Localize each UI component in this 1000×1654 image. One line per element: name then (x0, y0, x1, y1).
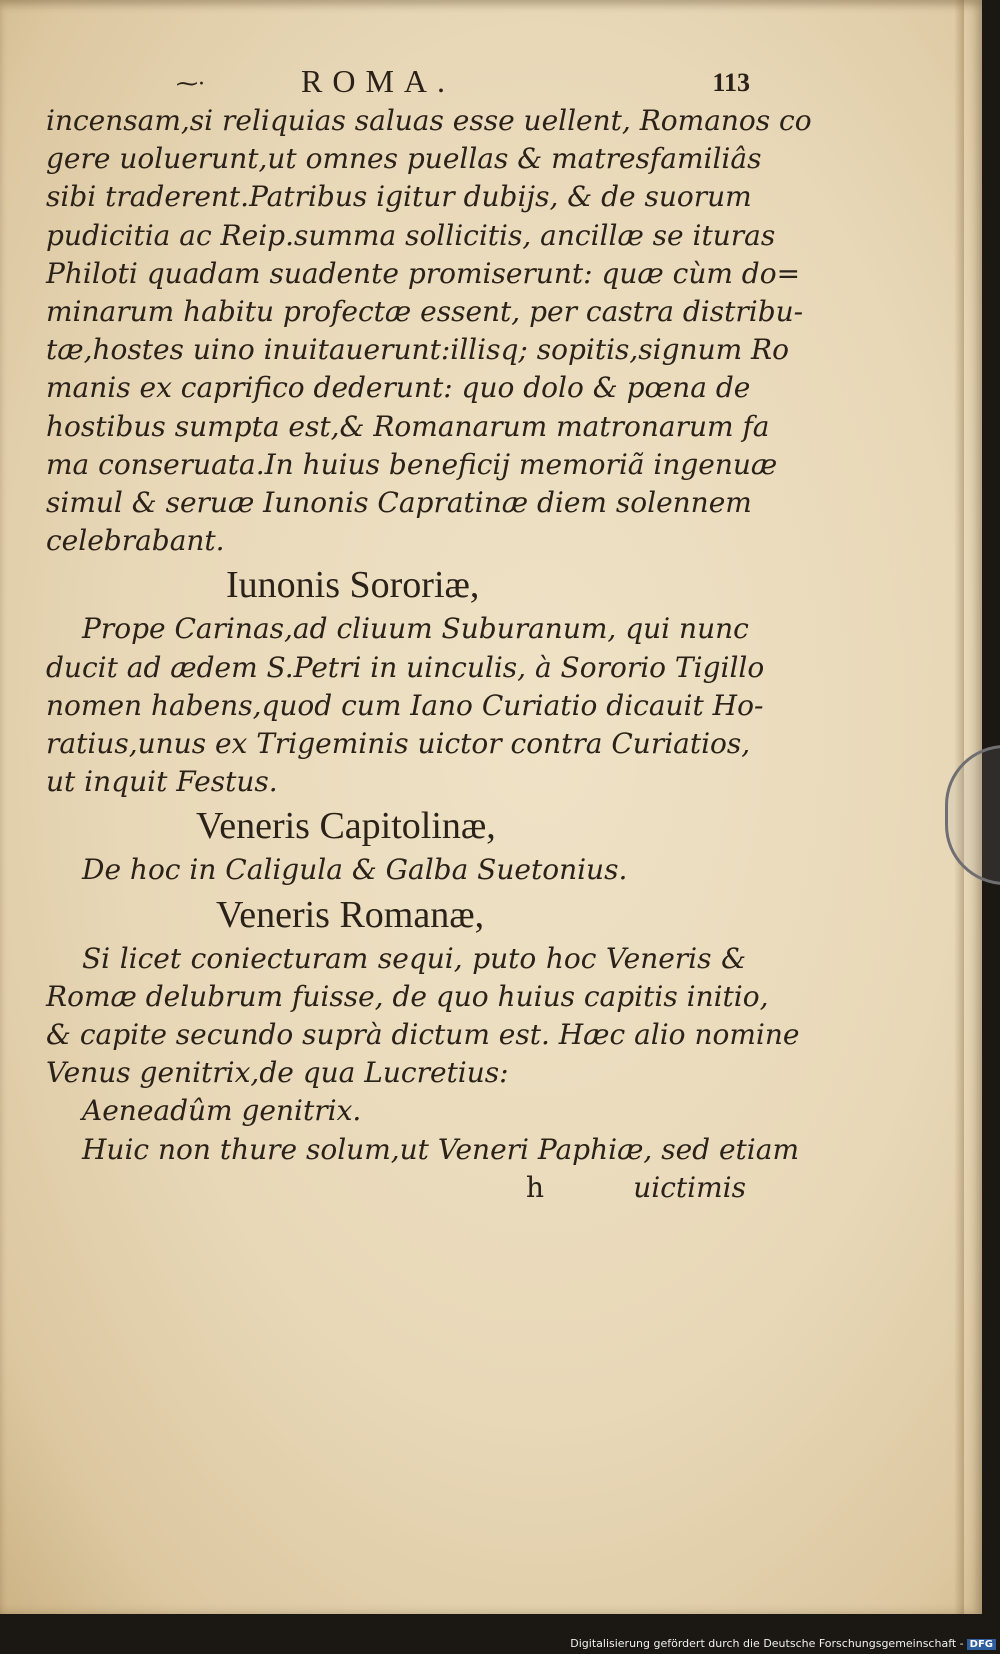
text-line: minarum habitu profectæ essent, per castra distribu- (46, 295, 804, 329)
text-line: Si licet coniecturam sequi, puto hoc Veneris & (82, 941, 746, 975)
text-line: hostibus sumpta est,& Romanarum matronarum fa (46, 409, 770, 443)
text-line: Huic non thure solum,ut Veneri Paphiæ, sed etiam (82, 1132, 799, 1166)
page-number: 113 (712, 68, 750, 97)
paragraph-3 (46, 851, 746, 889)
signature-mark: h (526, 1170, 545, 1204)
paragraph-5 (46, 1131, 799, 1169)
paragraph-1 (46, 102, 812, 560)
text-line: ratius,unus ex Trigeminis uictor contra Curiatios, (46, 727, 751, 761)
text-line: ducit ad ædem S.Petri in uinculis, à Sororio Tigillo (46, 650, 765, 684)
text-line: ut inquit Festus. (46, 765, 278, 799)
page-foot-line (46, 1169, 746, 1207)
section-heading-veneris-romanae: Veneris Romanæ, (216, 893, 485, 936)
text-line: celebrabant. (46, 524, 225, 558)
text-line: tæ,hostes uino inuitauerunt:illisq; sopitis,signum Ro (46, 333, 789, 367)
header-ornament: ⁓· (176, 72, 205, 97)
section-heading-iunonis-sororiae: Iunonis Sororiæ, (226, 564, 480, 607)
section-heading-veneris-capitolinae: Veneris Capitolinæ, (196, 805, 496, 848)
quotation-line: Aeneadûm genitrix. (82, 1094, 362, 1128)
text-line: & capite secundo suprà dictum est. Hæc alio nomine (46, 1018, 800, 1052)
running-title: ROMA. (301, 63, 456, 99)
text-line: pudicitia ac Reip.summa sollicitis, ancillæ se ituras (46, 218, 776, 252)
text-line: incensam,si reliquias saluas esse uellent, Romanos co (46, 104, 812, 137)
text-line: Romæ delubrum fuisse, de quo huius capitis initio, (46, 979, 769, 1013)
text-line: manis ex caprifico dederunt: quo dolo & pœna de (46, 371, 751, 405)
credit-text: Digitalisierung gefördert durch die Deutsche Forschungsgemeinschaft - (570, 1637, 964, 1650)
text-line: Prope Carinas,ad cliuum Suburanum, qui nunc (82, 612, 749, 646)
running-header (46, 62, 750, 102)
dfg-logo: DFG (967, 1639, 996, 1650)
text-line: sibi traderent.Patribus igitur dubijs, & de suorum (46, 180, 752, 214)
text-line: nomen habens,quod cum Iano Curiatio dicauit Ho- (46, 688, 764, 722)
paragraph-2 (46, 610, 765, 801)
text-line: simul & seruæ Iunonis Capratinæ diem solennem (46, 486, 752, 520)
text-line: Philoti quadam suadente promiserunt: quæ cùm do= (46, 256, 801, 290)
digitization-credit (570, 1637, 996, 1650)
paragraph-4 (46, 940, 800, 1093)
text-line: De hoc in Caligula & Galba Suetonius. (82, 853, 628, 887)
text-line: Venus genitrix,de qua Lucretius: (46, 1056, 509, 1090)
catchword: uictimis (633, 1170, 746, 1204)
page-text-block (46, 62, 812, 1207)
text-line: ma conseruata.In huius beneficij memoriã ingenuæ (46, 447, 778, 481)
text-line: gere uoluerunt,ut omnes puellas & matresfamiliâs (46, 142, 762, 176)
